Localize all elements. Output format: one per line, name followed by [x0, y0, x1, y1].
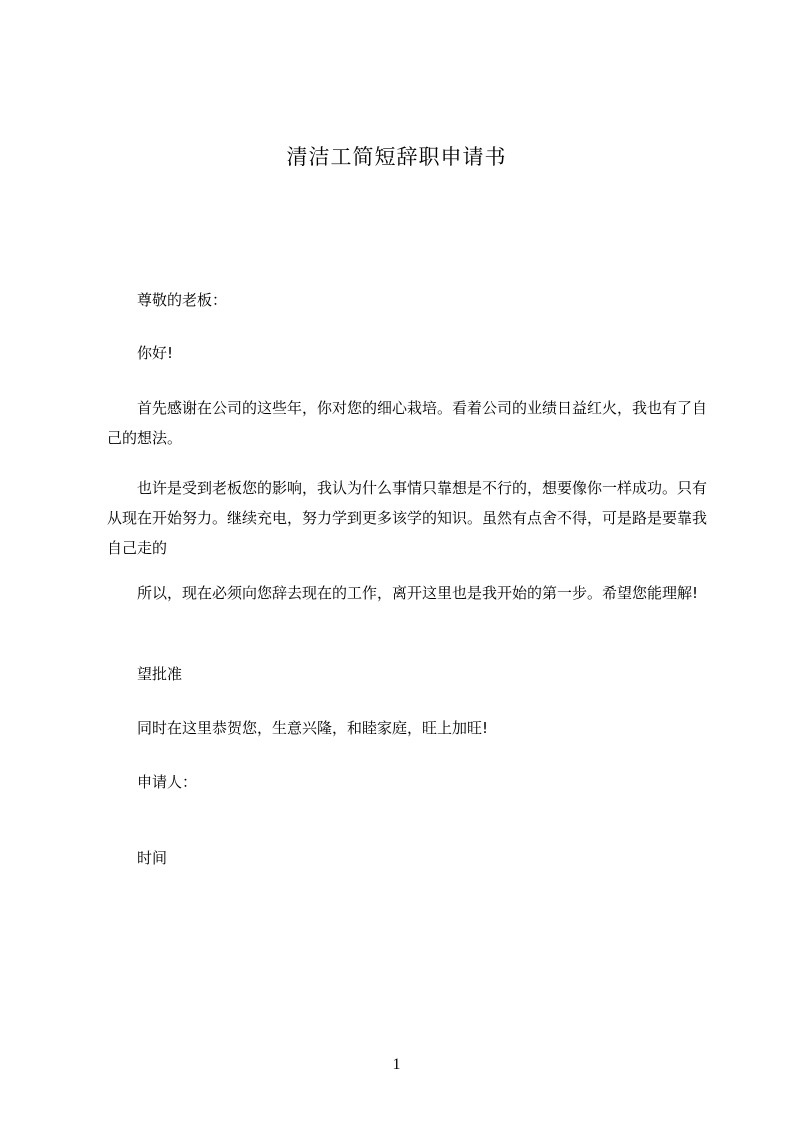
applicant-label: 申请人：: [137, 773, 198, 791]
salutation: 尊敬的老板：: [137, 291, 228, 309]
request-line: 望批准: [137, 665, 183, 683]
date-label: 时间: [137, 849, 168, 867]
page-number: 1: [392, 1056, 401, 1073]
wishes-line: 同时在这里恭贺您，生意兴隆，和睦家庭，旺上加旺!: [137, 719, 489, 737]
body-paragraph-2: 也许是受到老板您的影响，我认为什么事情只靠想是不行的，想要像你一样成功。只有从现在开始努力。继续充电，努力学到更多该学的知识。虽然有点舍不得，可是路是要靠我自己走的: [107, 479, 708, 557]
greeting: 你好!: [137, 344, 174, 362]
body-paragraph-3: 所以，现在必须向您辞去现在的工作，离开这里也是我开始的第一步。希望您能理解!: [137, 584, 699, 602]
body-paragraph-1: 首先感谢在公司的这些年，你对您的细心栽培。看着公司的业绩日益红火，我也有了自己的想法。: [107, 399, 708, 447]
document-title: 清洁工简短辞职申请书: [286, 145, 507, 169]
